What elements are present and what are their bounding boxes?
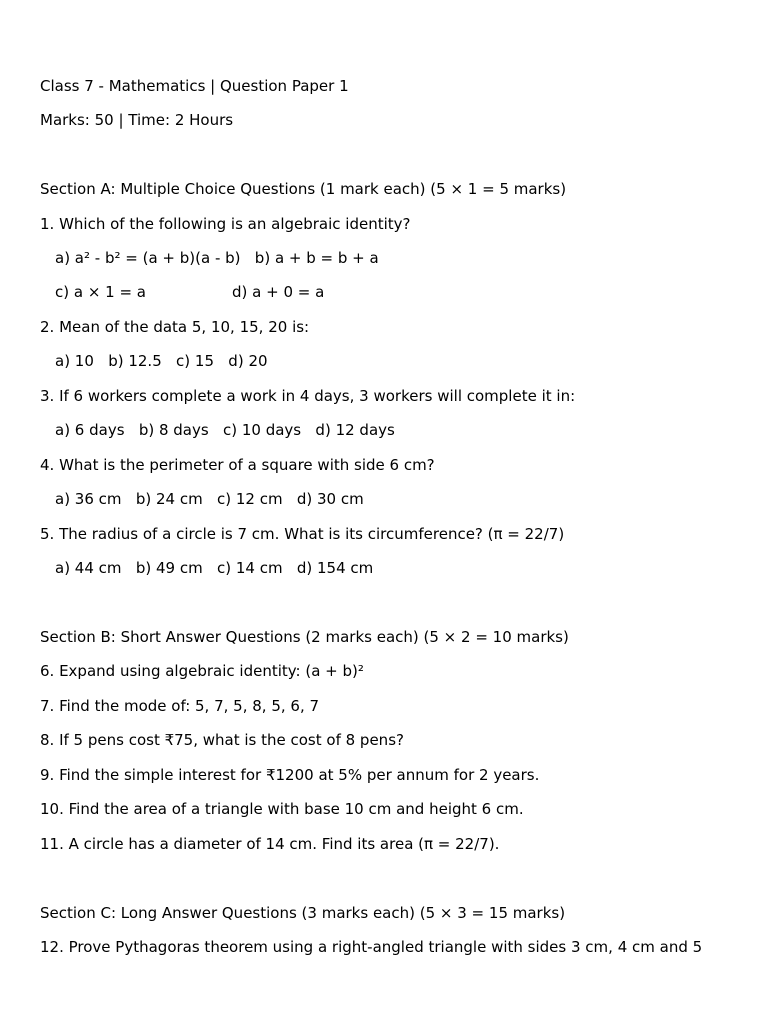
paper-title: Class 7 - Mathematics | Question Paper 1 [40,77,349,95]
question-6: 6. Expand using algebraic identity: (a + b)² [40,662,364,680]
question-1-option-d: d) a + 0 = a [232,283,325,301]
paper-meta: Marks: 50 | Time: 2 Hours [40,111,234,129]
question-1-options-row1: a) a² - b² = (a + b)(a - b) b) a + b = b + a [55,249,379,267]
question-3: 3. If 6 workers complete a work in 4 days, 3 workers will complete it in: [40,387,576,405]
question-5: 5. The radius of a circle is 7 cm. What is its circumference? (π = 22/7) [40,525,565,543]
question-10: 10. Find the area of a triangle with base 10 cm and height 6 cm. [40,800,524,818]
question-2-options: a) 10 b) 12.5 c) 15 d) 20 [55,352,268,370]
question-1: 1. Which of the following is an algebraic identity? [40,215,411,233]
question-1-option-c: c) a × 1 = a [55,283,147,301]
section-a-heading: Section A: Multiple Choice Questions (1 mark each) (5 × 1 = 5 marks) [40,180,567,198]
question-8: 8. If 5 pens cost ₹75, what is the cost of 8 pens? [40,731,404,749]
question-12: 12. Prove Pythagoras theorem using a right-angled triangle with sides 3 cm, 4 cm and 5 [40,938,703,956]
section-c-heading: Section C: Long Answer Questions (3 marks each) (5 × 3 = 15 marks) [40,904,566,922]
question-4: 4. What is the perimeter of a square with side 6 cm? [40,456,435,474]
question-2: 2. Mean of the data 5, 10, 15, 20 is: [40,318,310,336]
section-b-heading: Section B: Short Answer Questions (2 marks each) (5 × 2 = 10 marks) [40,628,569,646]
question-11: 11. A circle has a diameter of 14 cm. Find its area (π = 22/7). [40,835,500,853]
question-9: 9. Find the simple interest for ₹1200 at 5% per annum for 2 years. [40,766,540,784]
question-3-options: a) 6 days b) 8 days c) 10 days d) 12 days [55,421,395,439]
question-7: 7. Find the mode of: 5, 7, 5, 8, 5, 6, 7 [40,697,320,715]
question-5-options: a) 44 cm b) 49 cm c) 14 cm d) 154 cm [55,559,374,577]
question-4-options: a) 36 cm b) 24 cm c) 12 cm d) 30 cm [55,490,364,508]
